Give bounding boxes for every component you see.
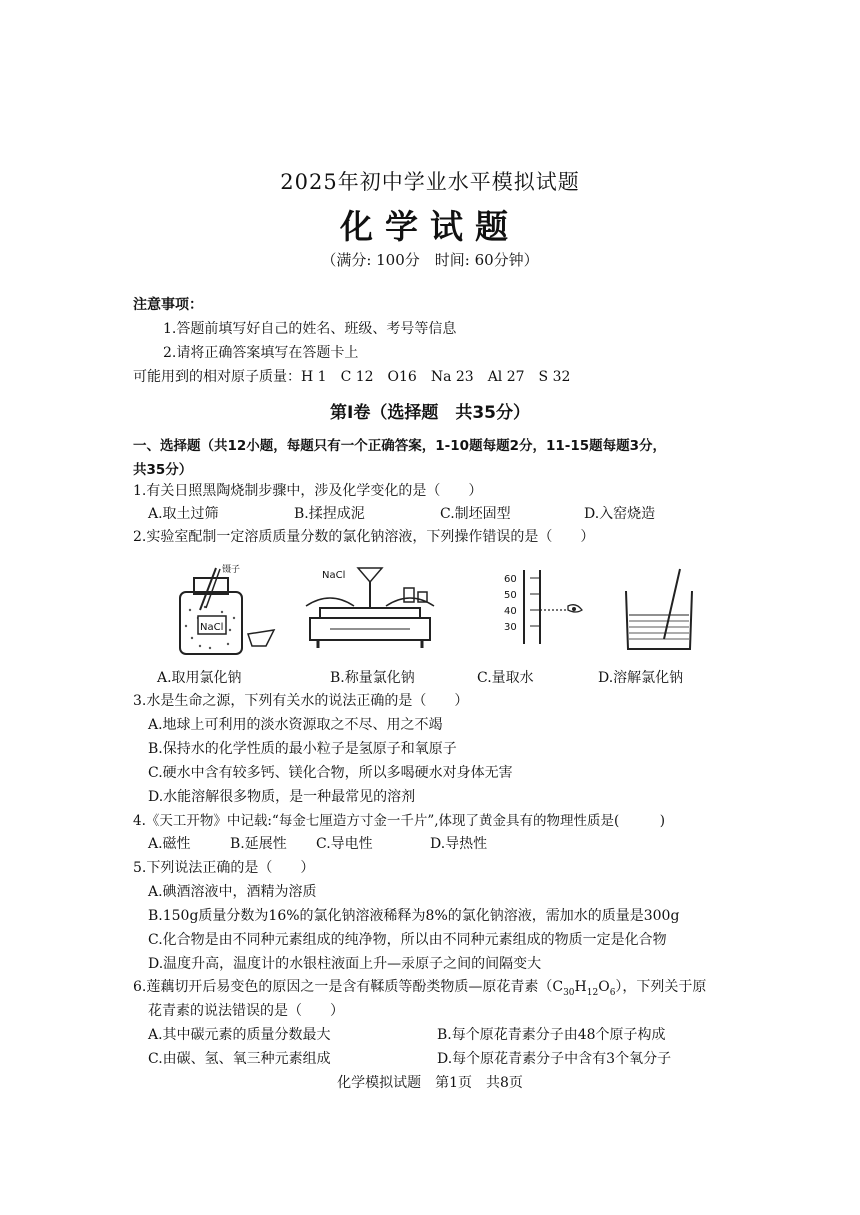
- notice-heading: 注意事项：: [133, 297, 203, 313]
- q4-option-b: B.延展性: [230, 836, 287, 852]
- scale-label: 40: [504, 606, 517, 617]
- figure-caption-d: D.溶解氯化钠: [598, 670, 684, 686]
- page-footer: 化学模拟试题 第1页 共8页: [337, 1075, 523, 1091]
- scale-label: 60: [504, 574, 517, 585]
- q1-option-a: A.取土过筛: [148, 506, 219, 522]
- q5-option-c: C.化合物是由不同种元素组成的纯净物，所以由不同种元素组成的物质一定是化合物: [148, 932, 667, 948]
- eye-icon: [572, 607, 576, 611]
- figure-b-balance: [300, 560, 450, 660]
- q6-stem-start: 6.莲藕切开后易变色的原因之一是含有鞣质等酚类物质—原花青素（: [133, 979, 553, 995]
- question-6-stem: [133, 976, 706, 998]
- chemical-formula: $C_{30}H_{12}O_6$: [552, 979, 616, 998]
- q5-option-d: D.温度升高，温度计的水银柱液面上升—汞原子之间的间隔变大: [148, 956, 542, 972]
- question-2-stem: 2.实验室配制一定溶质质量分数的氯化钠溶液，下列操作错误的是（ ）: [133, 529, 595, 545]
- notice-item: 2.请将正确答案填写在答题卡上: [163, 345, 359, 361]
- scale-label: 30: [504, 622, 517, 633]
- atomic-masses: 可能用到的相对原子质量：H 1 C 12 O16 Na 23 Al 27 S 32: [133, 369, 571, 385]
- nacl-bottle-label: NaCl: [200, 622, 224, 633]
- q6-option-b: B.每个原花青素分子由48个原子构成: [437, 1027, 666, 1043]
- figure-caption-b: B.称量氯化钠: [330, 670, 415, 686]
- q3-option-c: C.硬水中含有较多钙、镁化合物，所以多喝硬水对身体无害: [148, 765, 513, 781]
- q6-stem-end: ），下列关于原: [615, 979, 707, 995]
- exam-title: 2025年初中学业水平模拟试题: [280, 170, 580, 194]
- q6-option-a: A.其中碳元素的质量分数最大: [148, 1027, 331, 1043]
- question-6-stem-line2: 花青素的说法错误的是（ ）: [148, 1003, 344, 1019]
- q1-option-d: D.入窑烧造: [584, 506, 656, 522]
- notice-item: 1.答题前填写好自己的姓名、班级、考号等信息: [163, 321, 457, 337]
- figure-a-reagent-bottle: [170, 560, 280, 660]
- tweezers-label: 镊子: [222, 565, 241, 575]
- q1-option-b: B.揉捏成泥: [294, 506, 365, 522]
- figure-c-graduated-cylinder: [500, 568, 590, 648]
- q6-option-c: C.由碳、氢、氧三种元素组成: [148, 1051, 331, 1067]
- figure-caption-c: C.量取水: [477, 670, 534, 686]
- q4-option-a: A.磁性: [148, 836, 191, 852]
- q4-option-d: D.导热性: [430, 836, 488, 852]
- q5-option-a: A.碘酒溶液中，酒精为溶质: [148, 884, 317, 900]
- q1-option-c: C.制坯固型: [440, 506, 511, 522]
- q6-option-d: D.每个原花青素分子中含有3个氧分子: [437, 1051, 672, 1067]
- exam-info: （满分: 100分 时间: 60分钟）: [321, 251, 539, 269]
- q3-option-a: A.地球上可利用的淡水资源取之不尽、用之不竭: [148, 717, 443, 733]
- scale-label: 50: [504, 590, 517, 601]
- q3-option-d: D.水能溶解很多物质，是一种最常见的溶剂: [148, 789, 416, 805]
- figure-caption-a: A.取用氯化钠: [157, 670, 242, 686]
- q3-option-b: B.保持水的化学性质的最小粒子是氢原子和氧原子: [148, 741, 457, 757]
- question-4-stem: 4.《天工开物》中记载:“每金七厘造方寸金一千片”,体现了黄金具有的物理性质是( ): [133, 813, 666, 829]
- section-instruction: 一、选择题（共12小题，每题只有一个正确答案，1-10题每题2分，11-15题每题3分，: [133, 438, 667, 454]
- nacl-balance-label: NaCl: [322, 570, 346, 581]
- section-instruction: 共35分）: [133, 462, 193, 478]
- part-title: 第Ⅰ卷（选择题 共35分）: [330, 403, 530, 423]
- question-5-stem: 5.下列说法正确的是（ ）: [133, 860, 315, 876]
- question-3-stem: 3.水是生命之源，下列有关水的说法正确的是（ ）: [133, 693, 469, 709]
- figure-d-beaker: [620, 565, 700, 655]
- q4-option-c: C.导电性: [316, 836, 373, 852]
- subject-title: 化学试题: [340, 207, 520, 246]
- q5-option-b: B.150g质量分数为16%的氯化钠溶液稀释为8%的氯化钠溶液，需加水的质量是300g: [148, 908, 680, 924]
- question-1-stem: 1.有关日照黑陶烧制步骤中，涉及化学变化的是（ ）: [133, 483, 483, 499]
